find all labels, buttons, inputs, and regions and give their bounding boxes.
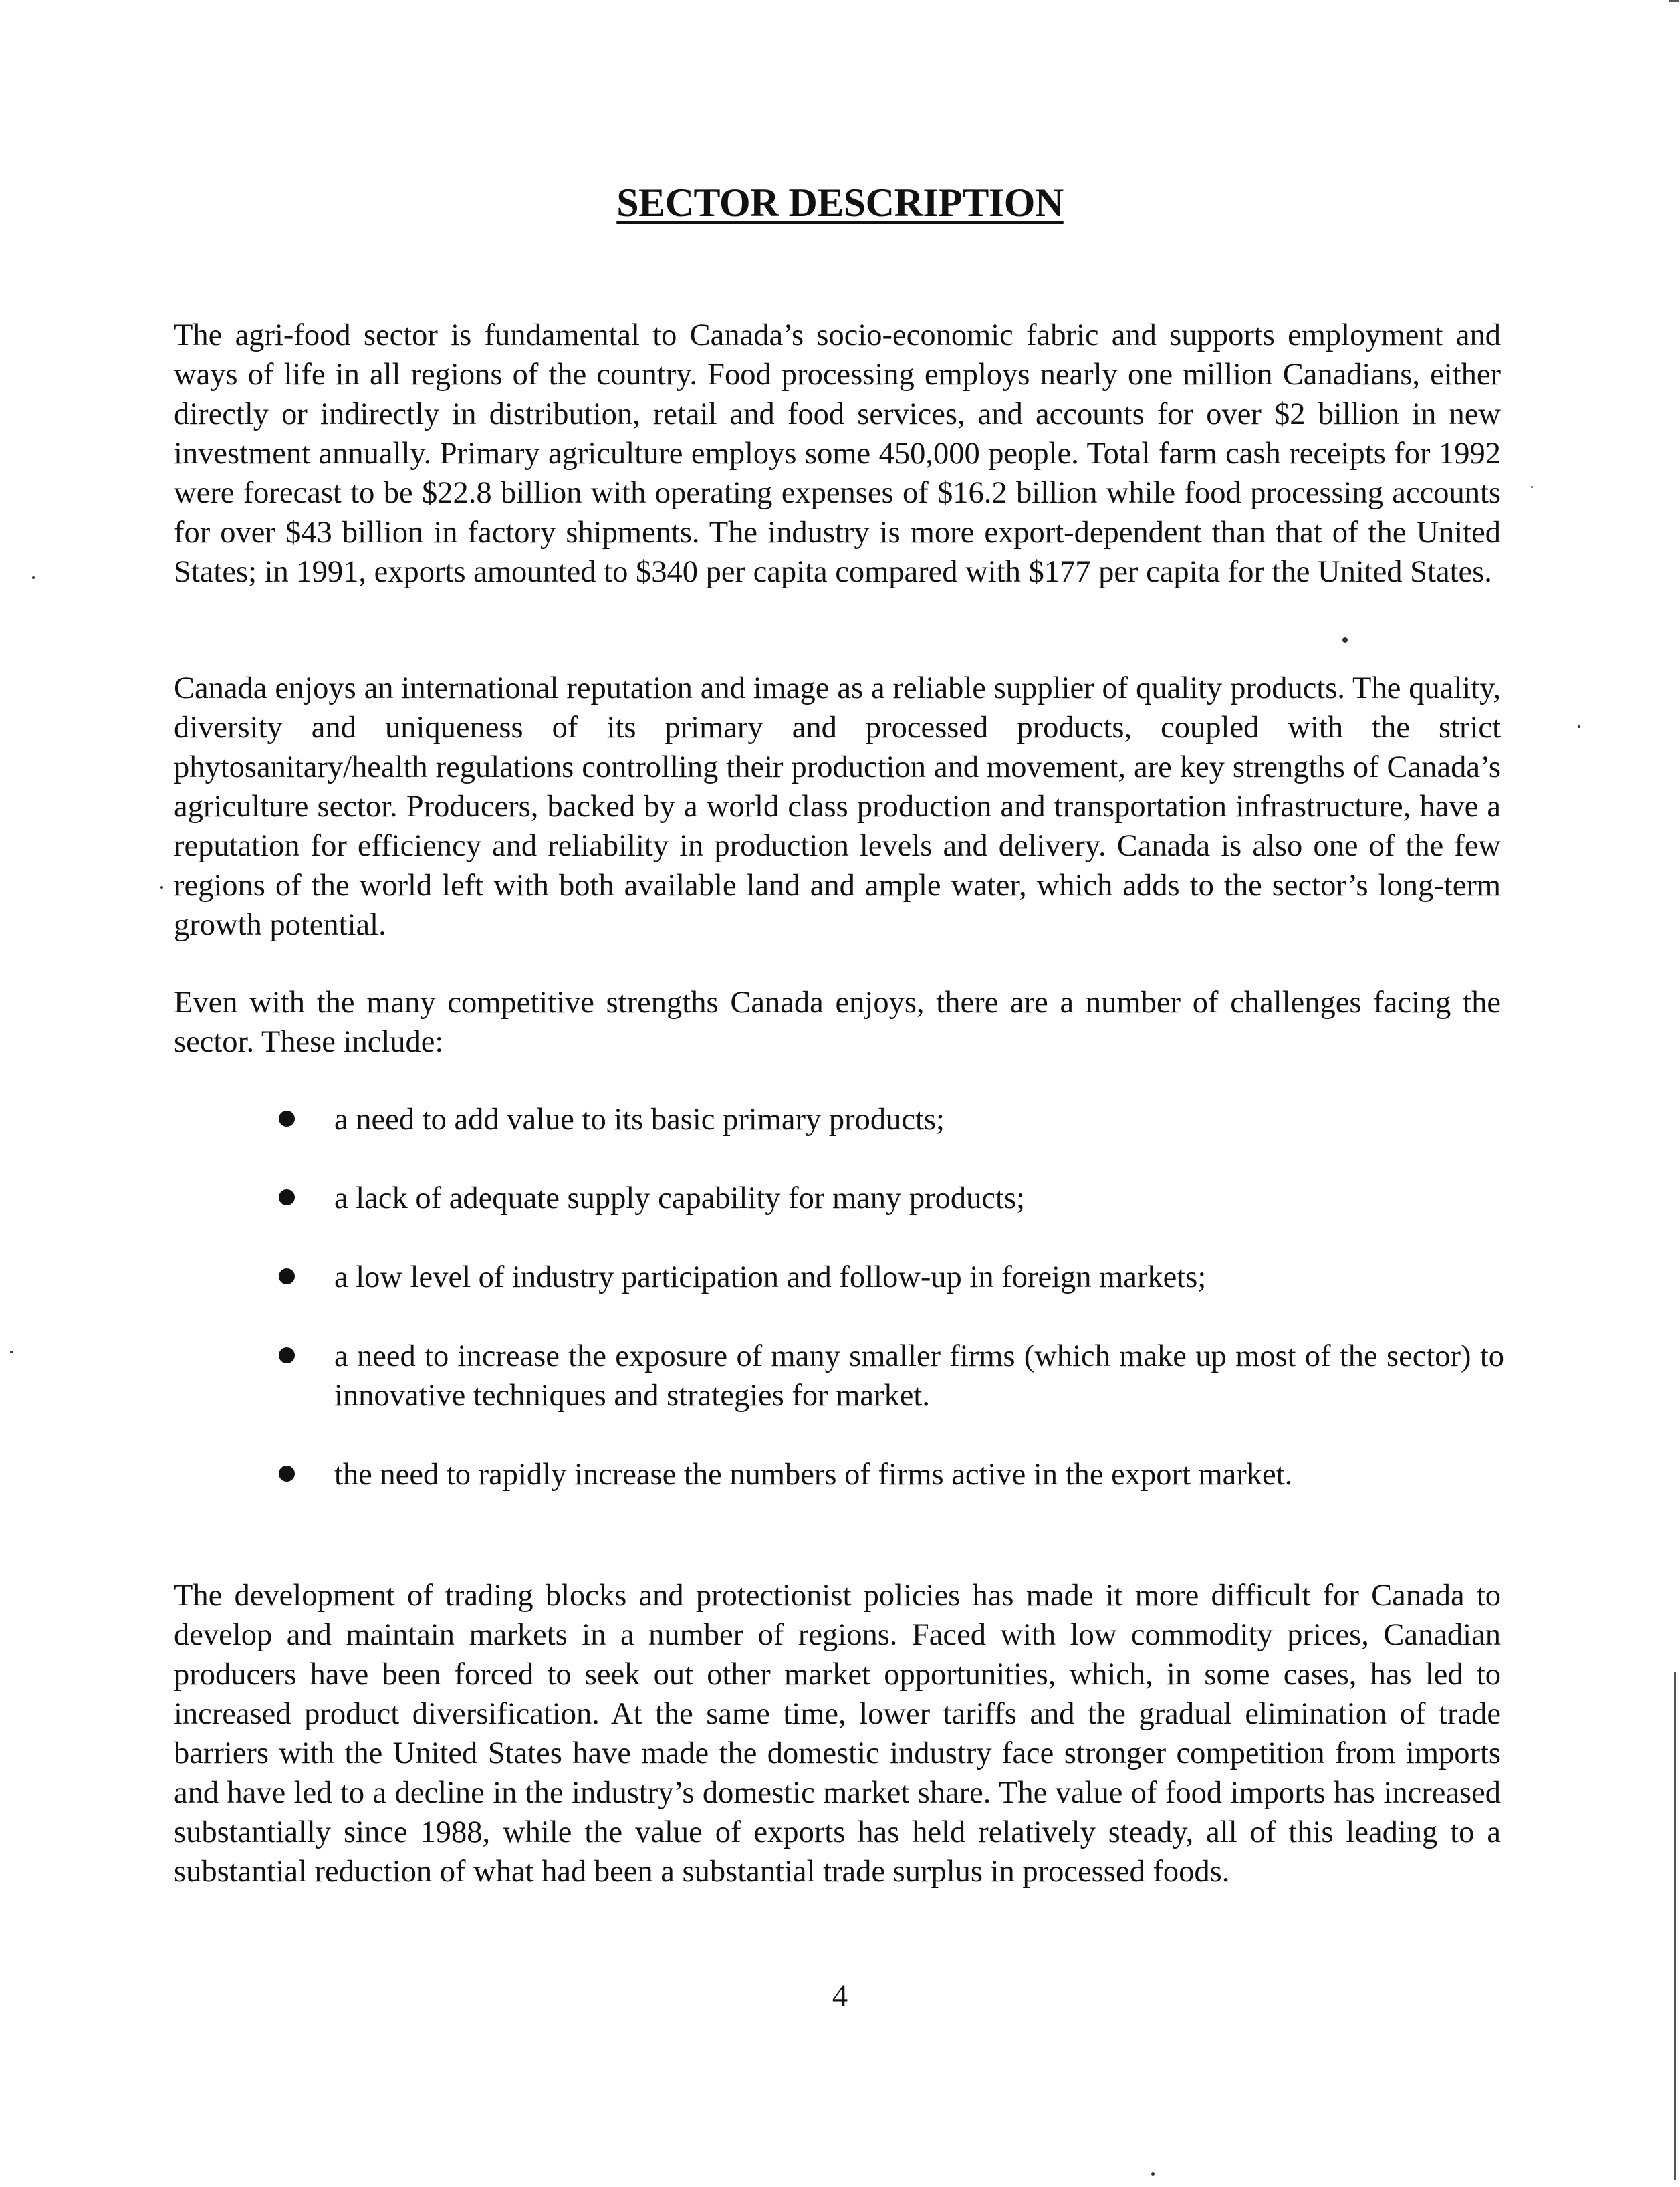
scan-speck xyxy=(1578,725,1580,728)
scan-speck xyxy=(10,1351,13,1353)
page-title: SECTOR DESCRIPTION xyxy=(616,181,1064,225)
scan-speck xyxy=(1342,637,1348,643)
bullet-icon xyxy=(279,1466,295,1482)
scan-speck xyxy=(32,576,35,579)
scan-edge-mark xyxy=(1674,1672,1676,2180)
scan-speck xyxy=(1151,2172,1155,2176)
list-item xyxy=(264,1258,1504,1297)
paragraph-international-reputation: Canada enjoys an international reputation and image as a reliable supplier of quality products. The quality, diversity and uniqueness of its primary and processed products, coupled with the strict phytosanitary/health regulations controlling their production and movement, are key strengths of Canada’s agriculture sector. Producers, backed by a world class production and transportation infrastructure, have a reputation for efficiency and reliability in production levels and delivery. Canada is also one of the few regions of the world left with both available land and ample water, which adds to the sector’s long-term growth potential. xyxy=(174,671,1501,942)
scan-speck xyxy=(160,886,163,889)
list-item xyxy=(264,1455,1504,1494)
bullet-icon xyxy=(279,1111,295,1127)
bullet-icon xyxy=(279,1189,295,1205)
list-item xyxy=(264,1100,1504,1139)
list-item-text: the need to rapidly increase the numbers of firms active in the export market. xyxy=(334,1458,1293,1492)
paragraph-agri-food-overview: The agri-food sector is fundamental to Canada’s socio-economic fabric and supports employment and ways of life in all regions of the country. Food processing employs nearly one million Canadians, either directly or indirectly in distribution, retail and food services, and accounts for over $2 billion in new investment annually. Primary agriculture employs some 450,000 people. Total farm cash receipts for 1992 were forecast to be $22.8 billion with operating expenses of $16.2 billion while food processing accounts for over $43 billion in factory shipments. The industry is more export-dependent than that of the United States; in 1991, exports amounted to $340 per capita compared with $177 per capita for the United States. xyxy=(174,318,1501,589)
list-item-text: a need to increase the exposure of many smaller firms (which make up most of the sector) to innovative techniques and strategies for market. xyxy=(334,1339,1504,1413)
challenges-list xyxy=(264,1100,1504,1494)
bullet-icon xyxy=(279,1347,295,1363)
paragraph-trade-development: The development of trading blocks and protectionist policies has made it more difficult for Canada to develop and maintain markets in a number of regions. Faced with low commodity prices, Canadian producers have been forced to seek out other market opportunities, which, in some cases, has led to increased product diversification. At the same time, lower tariffs and the gradual elimination of trade barriers with the United States have made the domestic industry face stronger competition from imports and have led to a decline in the industry’s domestic market share. The value of food imports has increased substantially since 1988, while the value of exports has held relatively steady, all of this leading to a substantial reduction of what had been a substantial trade surplus in processed foods. xyxy=(174,1579,1501,1889)
bullet-icon xyxy=(279,1268,295,1284)
list-item-text: a lack of adequate supply capability for many products; xyxy=(334,1181,1025,1216)
scan-speck xyxy=(1531,486,1533,488)
scan-edge-mark xyxy=(1669,0,1679,2)
list-item xyxy=(264,1337,1504,1415)
paragraph-challenges-intro: Even with the many competitive strengths Canada enjoys, there are a number of challenges facing the sector. These include: xyxy=(174,986,1501,1059)
page-number: 4 xyxy=(832,1979,848,2013)
list-item-text: a need to add value to its basic primary products; xyxy=(334,1103,945,1137)
list-item-text: a low level of industry participation and follow-up in foreign markets; xyxy=(334,1260,1207,1294)
list-item xyxy=(264,1179,1504,1218)
